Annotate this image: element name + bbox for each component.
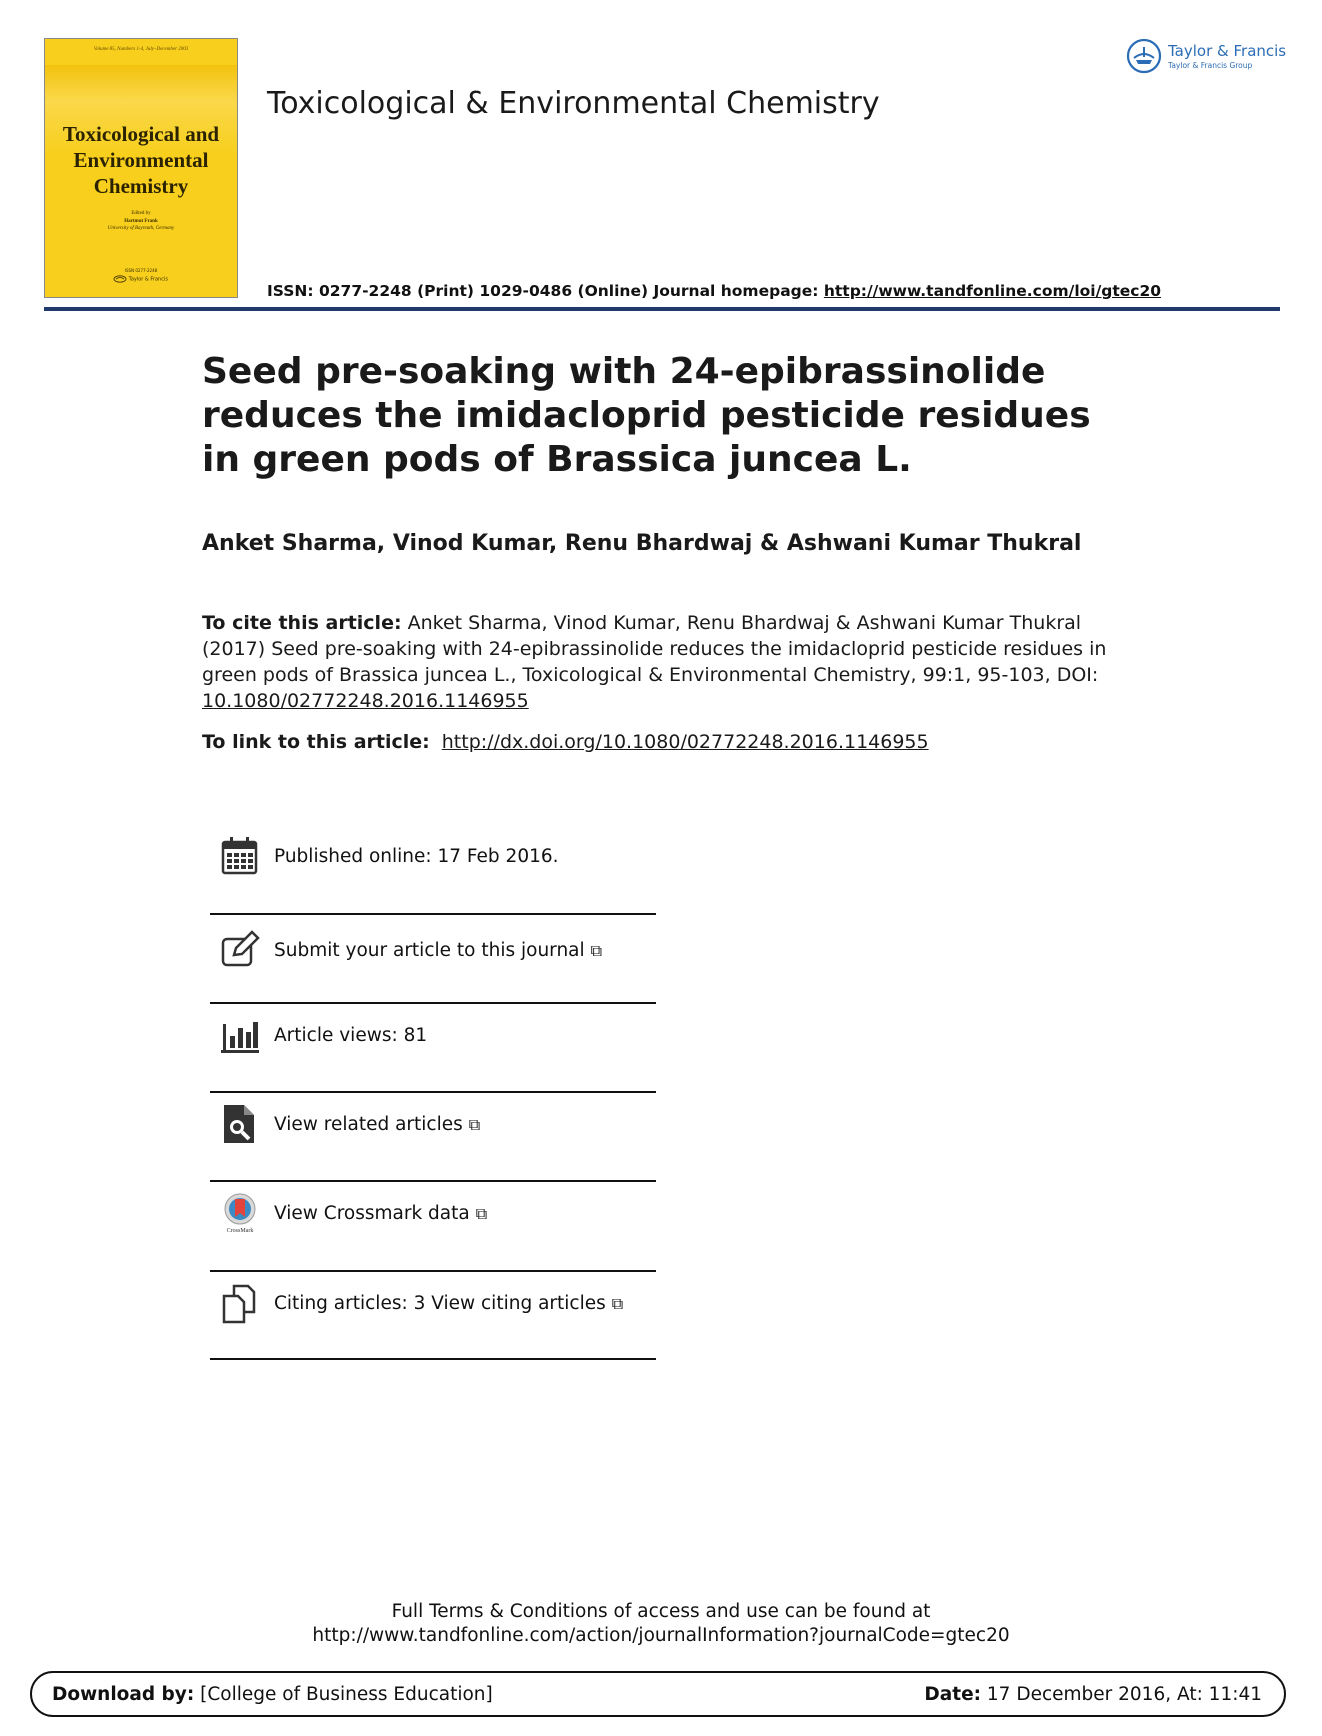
journal-homepage-link[interactable]: http://www.tandfonline.com/loi/gtec20 xyxy=(823,282,1162,300)
published-online-text: Published online: 17 Feb 2016. xyxy=(274,846,559,867)
date-value: 17 December 2016, At: 11:41 xyxy=(981,1684,1262,1705)
bar-chart-icon xyxy=(220,1014,260,1056)
article-link[interactable]: http://dx.doi.org/10.1080/02772248.2016.1146955 xyxy=(441,731,929,753)
external-link-icon: ⧉ xyxy=(590,941,603,960)
citing-articles-link[interactable] xyxy=(274,1293,623,1314)
taylor-francis-logo-icon xyxy=(1126,38,1162,74)
external-link-icon: ⧉ xyxy=(475,1204,488,1223)
search-document-icon xyxy=(220,1103,260,1145)
published-online-row xyxy=(210,815,656,904)
edit-icon xyxy=(220,929,260,971)
terms-line: Full Terms & Conditions of access and use can be found at xyxy=(391,1601,931,1622)
download-value: [College of Business Education] xyxy=(194,1684,493,1705)
issn-line xyxy=(267,282,1161,300)
publisher-name: Taylor & Francis xyxy=(1168,42,1287,60)
cover-title xyxy=(45,121,237,199)
related-articles-link[interactable] xyxy=(274,1114,480,1135)
crossmark-text: View Crossmark data xyxy=(274,1203,470,1224)
link-label: To link to this article: xyxy=(202,731,430,753)
publisher-logo[interactable] xyxy=(1126,38,1286,78)
journal-cover xyxy=(44,38,238,298)
article-views-text: Article views: 81 xyxy=(274,1025,428,1046)
cover-title-line: Chemistry xyxy=(93,174,189,198)
cover-title-line: Toxicological and xyxy=(62,122,220,146)
publisher-group: Taylor & Francis Group xyxy=(1168,61,1253,70)
date-label: Date: xyxy=(924,1684,982,1705)
article-title: Seed pre-soaking with 24-epibrassinolide reduces the imidacloprid pesticide residues in green pods of Brassica juncea L. xyxy=(202,351,1091,480)
crossmark-row[interactable] xyxy=(210,1172,656,1261)
cover-affiliation: University of Bayreuth, Germany xyxy=(107,226,175,231)
citation-block xyxy=(202,610,1132,714)
header-divider xyxy=(44,307,1280,311)
article-link-line xyxy=(202,731,929,753)
submit-article-link[interactable] xyxy=(274,940,602,961)
related-articles-text: View related articles xyxy=(274,1114,463,1135)
article-views-row xyxy=(210,994,656,1083)
citing-articles-text: Citing articles: 3 View citing articles xyxy=(274,1293,606,1314)
cover-title-line: Environmental xyxy=(73,148,209,172)
cover-editor: Hartmut Frank xyxy=(124,219,158,224)
download-by xyxy=(52,1684,493,1705)
cite-label: To cite this article: xyxy=(202,612,402,634)
cover-publisher xyxy=(113,275,168,283)
calendar-icon xyxy=(220,835,260,877)
issn-text: ISSN: 0277-2248 (Print) 1029-0486 (Online) Journal homepage: xyxy=(267,282,824,300)
related-articles-row[interactable] xyxy=(210,1083,656,1172)
submit-article-text: Submit your article to this journal xyxy=(274,940,585,961)
download-label: Download by: xyxy=(52,1684,195,1705)
cover-issn: ISSN 0277-2248 xyxy=(124,268,158,273)
terms-url[interactable]: http://www.tandfonline.com/action/journalInformation?journalCode=gtec20 xyxy=(312,1625,1010,1646)
external-link-icon: ⧉ xyxy=(611,1294,624,1313)
crossmark-icon xyxy=(220,1192,260,1234)
cover-volume-line: Volume 85, Numbers 1-4, July–December 2003 xyxy=(93,47,189,52)
external-link-icon: ⧉ xyxy=(468,1115,481,1134)
divider xyxy=(210,1358,656,1360)
citing-articles-row[interactable] xyxy=(210,1262,656,1351)
publisher-logo-icon xyxy=(113,275,127,283)
citing-articles-icon xyxy=(220,1282,260,1324)
submit-article-row[interactable] xyxy=(210,909,656,998)
cover-edited-by: Edited by xyxy=(131,211,151,216)
journal-title: Toxicological & Environmental Chemistry xyxy=(267,86,880,121)
terms-block xyxy=(0,1600,1322,1648)
crossmark-link[interactable] xyxy=(274,1203,487,1224)
download-footer xyxy=(30,1671,1286,1717)
crossmark-label: CrossMark xyxy=(226,1228,254,1234)
doi-link[interactable]: 10.1080/02772248.2016.1146955 xyxy=(202,690,529,712)
download-date xyxy=(924,1684,1262,1705)
cover-publisher-name: Taylor & Francis xyxy=(128,276,168,283)
authors: Anket Sharma, Vinod Kumar, Renu Bhardwaj & Ashwani Kumar Thukral xyxy=(202,531,1082,556)
cite-text: Anket Sharma, Vinod Kumar, Renu Bhardwaj & Ashwani Kumar Thukral (2017) Seed pre-soaking with 24-epibrassinolide reduces the imidacloprid pesticide residues in green pods of Brassica juncea L., Toxicological & Environmental Chemistry, 99:1, 95-103, DOI: xyxy=(202,612,1107,686)
